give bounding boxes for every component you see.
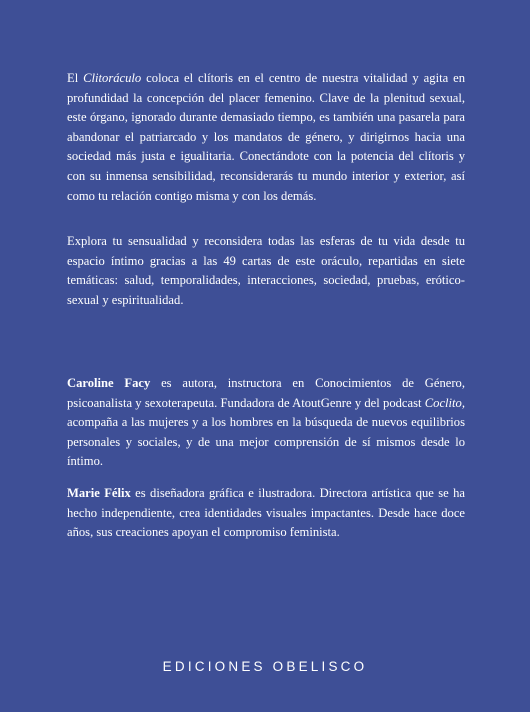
blurb-p2-body: Explora tu sensualidad y reconsidera todas las esferas de tu vida desde tu espacio íntimo gracias a las 49 cartas de este oráculo, repartidas en siete temáticas: salud, temporalidades, interacciones, sociedad, pruebas, erótico-sexual y espiritualidad.: [67, 234, 465, 307]
author-name: Caroline Facy: [67, 376, 151, 390]
blurb-paragraph-2: [67, 232, 465, 310]
podcast-name-italic: Coclito,: [424, 395, 465, 410]
blurb-paragraph-1: [67, 69, 465, 206]
book-title-italic: Clitoráculo: [83, 71, 142, 85]
author-bio-text-2: acompaña a las mujeres y a los hombres en la búsqueda de nuevos equilibrios personales y sociales, y de una mejor comprensión de sí mismos desde lo íntimo.: [67, 415, 465, 469]
author-bio-text-1: es autora, instructora en Conocimientos de Género, psicoanalista y sexoterapeuta. Fundadora de AtoutGenre y del podcast: [67, 376, 465, 410]
illustrator-bio-text: es diseñadora gráfica e ilustradora. Directora artística que se ha hecho independiente, crea identidades visuales impactantes. Desde hace doce años, sus creaciones apoyan el compromiso feminista.: [67, 486, 465, 540]
blurb-p1-intro: El: [67, 71, 84, 85]
illustrator-bio: [67, 484, 465, 543]
blurb-p1-body: coloca el clítoris en el centro de nuestra vitalidad y agita en profundidad la concepción del placer femenino. Clave de la plenitud sexual, este órgano, ignorado durante demasiado tiempo, es también una pasarela para abandonar el patriarcado y los mandatos de género, y dirigirnos hacia una sociedad más justa e igualitaria. Conectándote con la potencia del clítoris y con su inmensa sensibilidad, reconsiderarás tu mundo interior y exterior, así como tu relación contigo misma y con los demás.: [67, 71, 465, 203]
author-bio: [67, 374, 465, 472]
illustrator-name: Marie Félix: [67, 486, 131, 500]
publisher-name: EDICIONES OBELISCO: [162, 659, 368, 674]
